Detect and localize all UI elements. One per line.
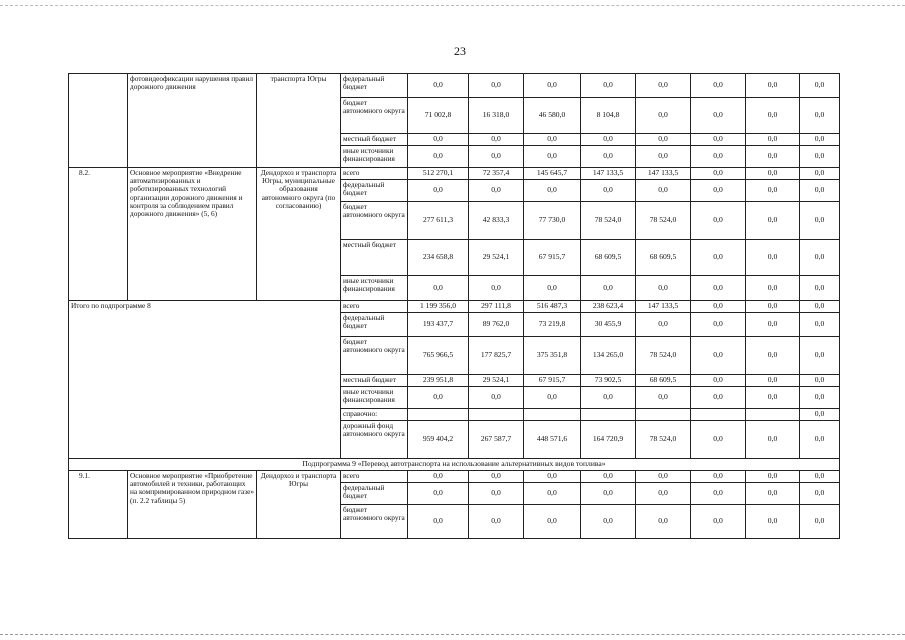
value-cell: 0,0 — [469, 146, 524, 168]
value-cell: 0,0 — [800, 471, 840, 483]
value-cell: 0,0 — [691, 301, 746, 313]
value-cell: 0,0 — [524, 471, 581, 483]
funding-source-cell: местный бюджет — [341, 134, 408, 146]
value-cell: 0,0 — [469, 134, 524, 146]
value-cell: 239 951,8 — [408, 375, 469, 387]
value-cell: 0,0 — [800, 168, 840, 180]
value-cell: 0,0 — [800, 134, 840, 146]
subprogram-heading: Подпрограмма 9 «Перевод автотранспорта на использование альтернативных видов топлива» — [69, 459, 840, 471]
value-cell: 0,0 — [636, 180, 691, 202]
value-cell: 164 720,9 — [581, 421, 636, 459]
funding-source-cell: федеральный бюджет — [341, 74, 408, 98]
value-cell: 238 623,4 — [581, 301, 636, 313]
value-cell: 0,0 — [469, 74, 524, 98]
value-cell: 0,0 — [691, 146, 746, 168]
value-cell — [691, 409, 746, 421]
value-cell: 0,0 — [581, 276, 636, 301]
item-name-cell: Основное мероприятие «Внедрение автоматизированных и роботизированных технологий организации дорожного движения и контроля за соблюдением правил дорожного движения» (5, 6) — [128, 168, 257, 301]
value-cell: 0,0 — [408, 387, 469, 409]
value-cell: 78 524,0 — [636, 421, 691, 459]
value-cell: 0,0 — [800, 337, 840, 375]
value-cell: 0,0 — [581, 146, 636, 168]
value-cell: 0,0 — [691, 421, 746, 459]
funding-source-cell: всего — [341, 168, 408, 180]
value-cell: 512 270,1 — [408, 168, 469, 180]
value-cell: 72 357,4 — [469, 168, 524, 180]
value-cell: 78 524,0 — [581, 202, 636, 240]
value-cell: 297 111,8 — [469, 301, 524, 313]
value-cell: 0,0 — [469, 180, 524, 202]
value-cell: 0,0 — [691, 74, 746, 98]
value-cell: 0,0 — [800, 421, 840, 459]
value-cell: 0,0 — [746, 74, 800, 98]
value-cell: 0,0 — [469, 276, 524, 301]
value-cell: 193 437,7 — [408, 313, 469, 337]
value-cell: 0,0 — [408, 483, 469, 505]
funding-source-cell: дорожный фонд автономного округа — [341, 421, 408, 459]
value-cell: 89 762,0 — [469, 313, 524, 337]
value-cell: 0,0 — [800, 240, 840, 276]
funding-source-cell: бюджет автономного округа — [341, 337, 408, 375]
value-cell: 0,0 — [800, 483, 840, 505]
value-cell: 68 609,5 — [636, 240, 691, 276]
value-cell: 0,0 — [691, 276, 746, 301]
value-cell: 0,0 — [469, 471, 524, 483]
value-cell: 0,0 — [524, 146, 581, 168]
value-cell: 0,0 — [800, 375, 840, 387]
value-cell: 0,0 — [469, 387, 524, 409]
value-cell: 0,0 — [800, 146, 840, 168]
executor-cell: транспорта Югры — [257, 74, 341, 168]
value-cell: 145 645,7 — [524, 168, 581, 180]
value-cell: 0,0 — [636, 471, 691, 483]
value-cell: 8 104,8 — [581, 98, 636, 134]
funding-source-cell: бюджет автономного округа — [341, 202, 408, 240]
value-cell: 0,0 — [524, 180, 581, 202]
value-cell: 147 133,5 — [636, 168, 691, 180]
value-cell: 0,0 — [746, 471, 800, 483]
value-cell: 77 730,0 — [524, 202, 581, 240]
value-cell: 0,0 — [800, 98, 840, 134]
value-cell: 0,0 — [691, 202, 746, 240]
value-cell: 0,0 — [691, 98, 746, 134]
value-cell: 0,0 — [636, 387, 691, 409]
scan-top-edge — [0, 5, 905, 6]
value-cell: 0,0 — [746, 337, 800, 375]
value-cell: 0,0 — [800, 74, 840, 98]
value-cell: 46 580,0 — [524, 98, 581, 134]
funding-source-cell: иные источники финансирования — [341, 276, 408, 301]
value-cell: 0,0 — [524, 483, 581, 505]
budget-table — [68, 73, 840, 539]
value-cell: 177 825,7 — [469, 337, 524, 375]
value-cell: 0,0 — [800, 505, 840, 539]
value-cell: 0,0 — [581, 74, 636, 98]
value-cell: 375 351,8 — [524, 337, 581, 375]
value-cell: 0,0 — [636, 74, 691, 98]
value-cell: 765 966,5 — [408, 337, 469, 375]
value-cell: 0,0 — [636, 134, 691, 146]
value-cell: 0,0 — [408, 180, 469, 202]
value-cell: 0,0 — [691, 471, 746, 483]
value-cell: 30 455,9 — [581, 313, 636, 337]
value-cell: 0,0 — [746, 168, 800, 180]
value-cell — [581, 409, 636, 421]
value-cell: 0,0 — [524, 505, 581, 539]
executor-cell: Дендорхоз и транспорта Югры, муниципальные образования автономного округа (по согласованию) — [257, 168, 341, 301]
value-cell — [408, 409, 469, 421]
value-cell: 0,0 — [524, 387, 581, 409]
value-cell: 0,0 — [408, 471, 469, 483]
value-cell: 78 524,0 — [636, 337, 691, 375]
value-cell: 516 487,3 — [524, 301, 581, 313]
value-cell: 0,0 — [746, 146, 800, 168]
table-row — [69, 471, 840, 483]
value-cell: 0,0 — [691, 180, 746, 202]
value-cell: 0,0 — [691, 240, 746, 276]
value-cell: 0,0 — [691, 387, 746, 409]
funding-source-cell: справочно: — [341, 409, 408, 421]
funding-source-cell: федеральный бюджет — [341, 483, 408, 505]
value-cell: 0,0 — [746, 301, 800, 313]
value-cell: 0,0 — [524, 276, 581, 301]
value-cell: 73 902,5 — [581, 375, 636, 387]
value-cell: 0,0 — [746, 180, 800, 202]
value-cell: 0,0 — [469, 483, 524, 505]
value-cell: 29 524,1 — [469, 375, 524, 387]
value-cell: 0,0 — [746, 313, 800, 337]
value-cell: 0,0 — [691, 168, 746, 180]
value-cell: 0,0 — [408, 505, 469, 539]
table-row — [69, 301, 840, 313]
value-cell: 0,0 — [581, 483, 636, 505]
value-cell: 147 133,5 — [581, 168, 636, 180]
table-row — [69, 74, 840, 98]
value-cell: 42 833,3 — [469, 202, 524, 240]
value-cell: 0,0 — [581, 387, 636, 409]
value-cell: 1 199 356,0 — [408, 301, 469, 313]
value-cell: 0,0 — [800, 301, 840, 313]
value-cell: 0,0 — [746, 387, 800, 409]
item-name-cell: Итого по подпрограмме 8 — [69, 301, 341, 459]
value-cell: 0,0 — [800, 387, 840, 409]
value-cell: 134 265,0 — [581, 337, 636, 375]
value-cell: 277 611,3 — [408, 202, 469, 240]
item-number-cell — [69, 74, 128, 168]
value-cell: 0,0 — [746, 134, 800, 146]
value-cell: 0,0 — [408, 134, 469, 146]
value-cell: 0,0 — [691, 313, 746, 337]
value-cell: 0,0 — [636, 146, 691, 168]
page-number: 23 — [454, 44, 466, 58]
table-row — [69, 168, 840, 180]
value-cell: 73 219,8 — [524, 313, 581, 337]
value-cell: 0,0 — [408, 146, 469, 168]
value-cell: 448 571,6 — [524, 421, 581, 459]
funding-source-cell: всего — [341, 301, 408, 313]
funding-source-cell: федеральный бюджет — [341, 313, 408, 337]
value-cell: 0,0 — [636, 505, 691, 539]
funding-source-cell: иные источники финансирования — [341, 146, 408, 168]
value-cell: 0,0 — [636, 483, 691, 505]
value-cell: 0,0 — [746, 240, 800, 276]
value-cell: 0,0 — [746, 505, 800, 539]
value-cell: 234 658,8 — [408, 240, 469, 276]
value-cell — [636, 409, 691, 421]
executor-cell: Дендорхоз и транспорта Югры — [257, 471, 341, 539]
table-row — [69, 459, 840, 471]
value-cell: 0,0 — [691, 483, 746, 505]
value-cell: 0,0 — [691, 375, 746, 387]
value-cell: 78 524,0 — [636, 202, 691, 240]
item-name-cell: Основное мероприятие «Приобретение автомобилей и техники, работающих на компримированном природном газе» (п. 2.2 таблицы 5) — [128, 471, 257, 539]
value-cell: 147 133,5 — [636, 301, 691, 313]
value-cell — [469, 409, 524, 421]
value-cell — [746, 409, 800, 421]
funding-source-cell: всего — [341, 471, 408, 483]
value-cell: 0,0 — [636, 313, 691, 337]
value-cell: 0,0 — [469, 505, 524, 539]
value-cell: 0,0 — [581, 505, 636, 539]
value-cell: 67 915,7 — [524, 375, 581, 387]
value-cell: 0,0 — [524, 134, 581, 146]
value-cell: 0,0 — [800, 180, 840, 202]
item-number-cell: 9.1. — [69, 471, 128, 539]
value-cell: 959 404,2 — [408, 421, 469, 459]
value-cell: 0,0 — [800, 409, 840, 421]
value-cell: 16 318,0 — [469, 98, 524, 134]
value-cell: 0,0 — [746, 276, 800, 301]
value-cell: 0,0 — [800, 202, 840, 240]
value-cell: 71 002,8 — [408, 98, 469, 134]
value-cell: 0,0 — [408, 74, 469, 98]
value-cell: 29 524,1 — [469, 240, 524, 276]
scan-bottom-edge — [0, 634, 905, 635]
item-name-cell: фотовидеофиксации нарушения правил дорожного движения — [128, 74, 257, 168]
item-number-cell: 8.2. — [69, 168, 128, 301]
value-cell: 0,0 — [800, 313, 840, 337]
value-cell: 0,0 — [746, 483, 800, 505]
value-cell: 0,0 — [636, 276, 691, 301]
funding-source-cell: федеральный бюджет — [341, 180, 408, 202]
value-cell: 0,0 — [636, 98, 691, 134]
value-cell: 0,0 — [691, 505, 746, 539]
value-cell: 0,0 — [581, 134, 636, 146]
value-cell: 0,0 — [691, 134, 746, 146]
value-cell: 0,0 — [746, 98, 800, 134]
value-cell: 0,0 — [691, 337, 746, 375]
value-cell: 67 915,7 — [524, 240, 581, 276]
value-cell: 0,0 — [746, 375, 800, 387]
funding-source-cell: бюджет автономного округа — [341, 505, 408, 539]
value-cell: 68 609,5 — [636, 375, 691, 387]
value-cell: 0,0 — [581, 180, 636, 202]
value-cell: 0,0 — [800, 276, 840, 301]
value-cell: 267 587,7 — [469, 421, 524, 459]
value-cell: 0,0 — [581, 471, 636, 483]
funding-source-cell: местный бюджет — [341, 240, 408, 276]
value-cell: 0,0 — [524, 74, 581, 98]
value-cell: 68 609,5 — [581, 240, 636, 276]
funding-source-cell: иные источники финансирования — [341, 387, 408, 409]
funding-source-cell: бюджет автономного округа — [341, 98, 408, 134]
value-cell — [524, 409, 581, 421]
value-cell: 0,0 — [746, 202, 800, 240]
value-cell: 0,0 — [408, 276, 469, 301]
value-cell: 0,0 — [746, 421, 800, 459]
funding-source-cell: местный бюджет — [341, 375, 408, 387]
